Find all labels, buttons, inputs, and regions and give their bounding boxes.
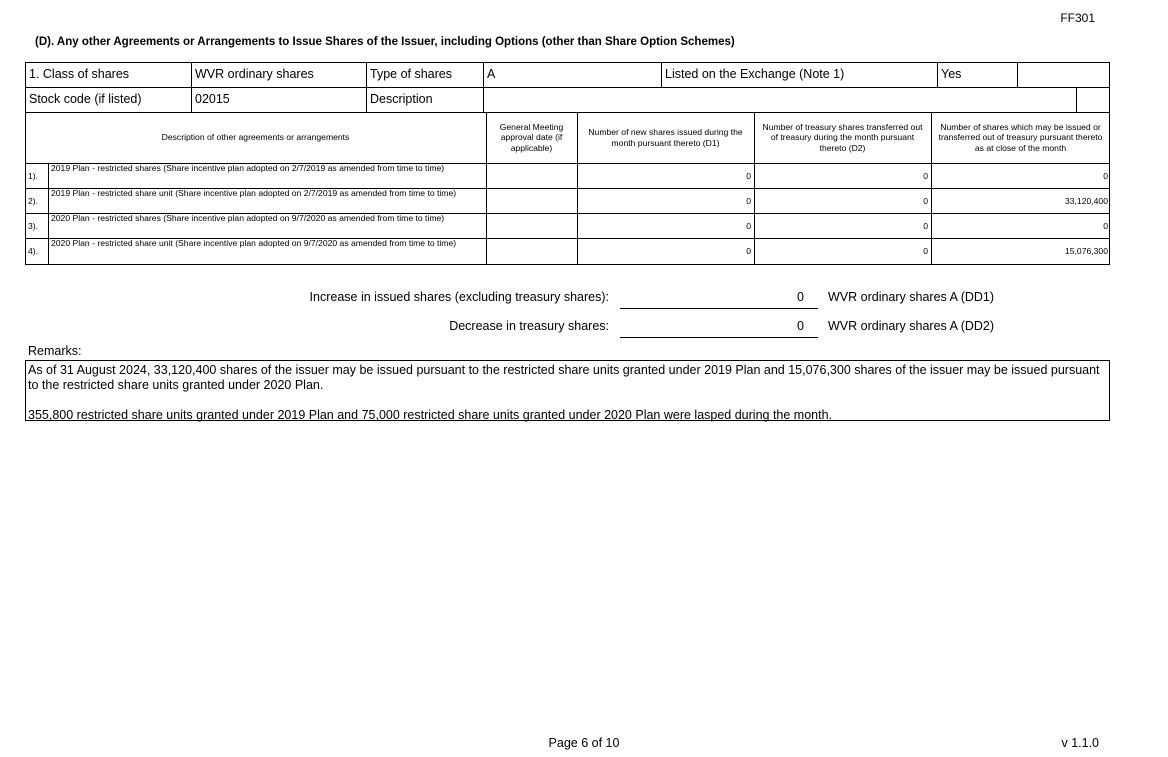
increase-label: Increase in issued shares (excluding treasury shares): xyxy=(309,290,609,304)
increase-value: 0 xyxy=(797,290,804,304)
section-title: (D). Any other Agreements or Arrangements to Issue Shares of the Issuer, including Options (other than Share Option Schemes) xyxy=(35,36,735,48)
form-code: FF301 xyxy=(1060,11,1095,25)
row-d2: 0 xyxy=(923,246,928,256)
type-of-shares-value: A xyxy=(487,67,496,81)
header-approval-date: General Meeting approval date (if applicable) xyxy=(499,121,564,153)
page-number: Page 6 of 10 xyxy=(548,736,620,750)
decrease-unit: WVR ordinary shares A (DD2) xyxy=(828,319,995,333)
listed-value: Yes xyxy=(941,67,962,81)
listed-label: Listed on the Exchange (Note 1) xyxy=(665,67,845,81)
row-d1: 0 xyxy=(746,171,751,181)
row-description: 2019 Plan - restricted shares (Share incentive plan adopted on 2/7/2019 as amended from time to time) xyxy=(51,163,445,173)
row-close: 0 xyxy=(1103,171,1108,181)
remarks-label: Remarks: xyxy=(28,344,82,358)
remarks-box xyxy=(25,360,1110,421)
row-d1: 0 xyxy=(746,196,751,206)
row-description: 2020 Plan - restricted shares (Share incentive plan adopted on 9/7/2020 as amended from time to time) xyxy=(51,213,445,223)
class-of-shares-value: WVR ordinary shares xyxy=(195,67,314,81)
row-d1: 0 xyxy=(746,221,751,231)
header-close-of-month: Number of shares which may be issued or transferred out of treasury pursuant thereto as at close of the month xyxy=(938,121,1103,153)
header-d2: Number of treasury shares transferred out of treasury during the month pursuant thereto (D2) xyxy=(762,121,923,153)
row-number: 3). xyxy=(28,221,39,231)
decrease-label: Decrease in treasury shares: xyxy=(449,319,609,333)
row-description: 2019 Plan - restricted share unit (Share incentive plan adopted on 2/7/2019 as amended from time to time) xyxy=(51,188,457,198)
decrease-value: 0 xyxy=(797,319,804,333)
row-number: 2). xyxy=(28,196,39,206)
class-of-shares-label: 1. Class of shares xyxy=(29,67,130,81)
remarks-paragraph-2: 355,800 restricted share units granted under 2019 Plan and 75,000 restricted share units granted under 2020 Plan were lasped during the month. xyxy=(28,408,833,422)
row-d1: 0 xyxy=(746,246,751,256)
stock-code-label: Stock code (if listed) xyxy=(29,92,142,106)
row-number: 1). xyxy=(28,171,39,181)
row-number: 4). xyxy=(28,246,39,256)
row-d2: 0 xyxy=(923,221,928,231)
stock-code-value: 02015 xyxy=(195,92,230,106)
version: v 1.1.0 xyxy=(1061,736,1099,750)
row-description: 2020 Plan - restricted share unit (Share incentive plan adopted on 9/7/2020 as amended from time to time) xyxy=(51,238,457,248)
header-description: Description of other agreements or arrangements xyxy=(161,132,350,143)
remarks-paragraph-1: As of 31 August 2024, 33,120,400 shares of the issuer may be issued pursuant to the restricted share units granted under 2019 Plan and 15,076,300 shares of the issuer may be issued pursuant to the restricted share units granted under 2020 Plan. xyxy=(28,363,1100,392)
type-of-shares-label: Type of shares xyxy=(370,67,452,81)
row-close: 0 xyxy=(1103,221,1108,231)
row-d2: 0 xyxy=(923,171,928,181)
row-close: 15,076,300 xyxy=(1064,246,1108,256)
row-d2: 0 xyxy=(923,196,928,206)
increase-unit: WVR ordinary shares A (DD1) xyxy=(828,290,995,304)
description-label: Description xyxy=(370,92,433,106)
header-d1: Number of new shares issued during the month pursuant thereto (D1) xyxy=(588,127,743,148)
row-close: 33,120,400 xyxy=(1064,196,1108,206)
